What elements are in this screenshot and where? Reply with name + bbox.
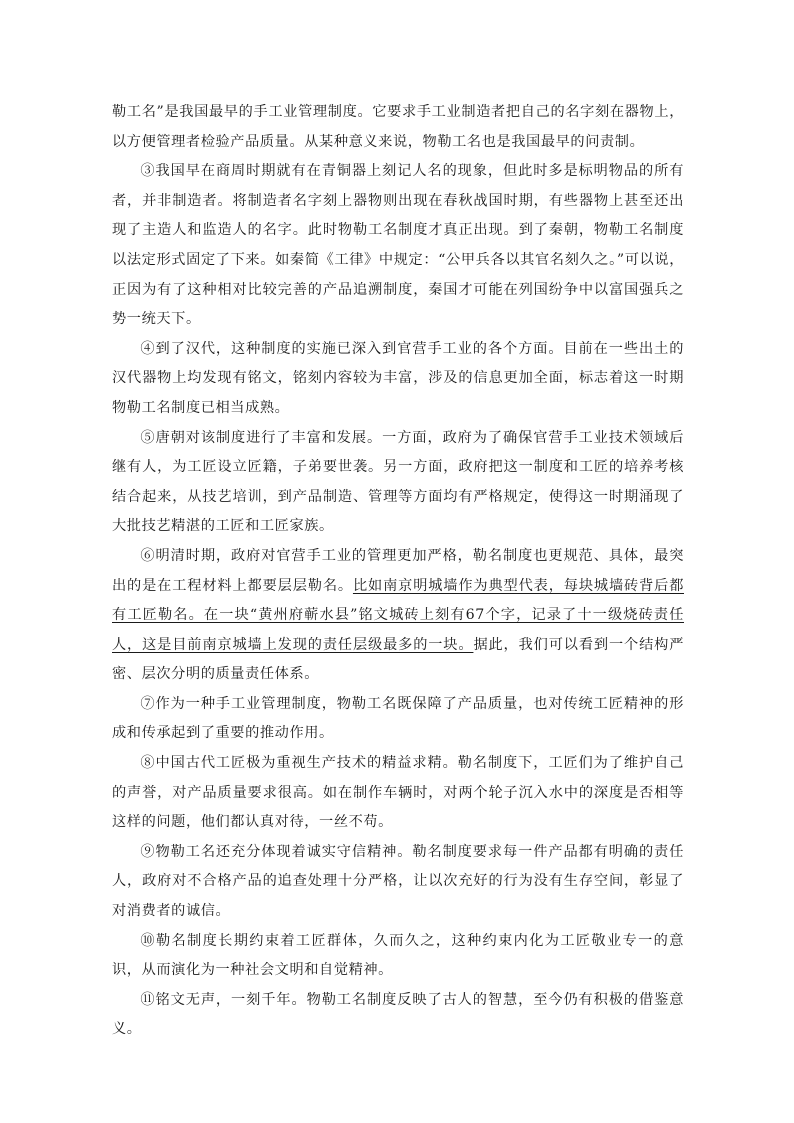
paragraph-6 [112,542,684,690]
paragraph-5: ⑤唐朝对该制度进行了丰富和发展。一方面，政府为了确保官营手工业技术领域后继有人，为工匠设立匠籍，子弟要世袭。另一方面，政府把这一制度和工匠的培养考核结合起来，从技艺培训，到产品制造、管理等方面均有严格规定，使得这一时期涌现了大批技艺精湛的工匠和工匠家族。 [112,429,684,535]
paragraph-4: ④到了汉代，这种制度的实施已深入到官营手工业的各个方面。目前在一些出土的汉代器物上均发现有铭文，铭刻内容较为丰富，涉及的信息更加全面，标志着这一时期物勒工名制度已相当成熟。 [112,340,684,416]
paragraph-continued: 勒工名”是我国最早的手工业管理制度。它要求手工业制造者把自己的名字刻在器物上，以方便管理者检验产品质量。从某种意义来说，物勒工名也是我国最早的问责制。 [112,104,684,150]
paragraph-9: ⑨物勒工名还充分体现着诚实守信精神。勒名制度要求每一件产品都有明确的责任人，政府对不合格产品的追查处理十分严格，让以次充好的行为没有生存空间，彰显了对消费者的诚信。 [112,843,684,920]
paragraph-11: ⑪铭文无声，一刻千年。物勒工名制度反映了古人的智慧，至今仍有积极的借鉴意义。 [112,991,684,1038]
paragraph-10: ⑩勒名制度长期约束着工匠群体，久而久之，这种约束内化为工匠敬业专一的意识，从而演化为一种社会文明和自觉精神。 [112,932,684,979]
paragraph-6-tail: 据此，我们可以看到一个结构严密、层次分明的质量责任体系。 [112,636,684,683]
paragraph-3: ③我国早在商周时期就有在青铜器上刻记人名的现象，但此时多是标明物品的所有者，并非制造者。将制造者名字刻上器物则出现在春秋战国时期，有些器物上甚至还出现了主造人和监造人的名字。此时物勒工名制度才真正出现。到了秦朝，物勒工名制度以法定形式固定了下来。如秦简《工律》中规定：“公甲兵各以其官名刻久之。”可以说，正因为有了这种相对比较完善的产品追溯制度，秦国才可能在列国纷争中以富国强兵之势一统天下。 [112,163,684,328]
paragraph-6-underlined: 比如南京明城墙作为典型代表，每块城墙砖背后都有工匠勒名。在一块“黄州府蕲水县”铭文城砖上刻有67个字，记录了十一级烧砖责任人，这是目前南京城墙上发现的责任层级最多的一块。 [112,577,684,653]
paragraph-8: ⑧中国古代工匠极为重视生产技术的精益求精。勒名制度下，工匠们为了维护自己的声誉，对产品质量要求很高。如在制作车辆时，对两个轮子沉入水中的深度是否相等这样的问题，他们都认真对待，一丝不苟。 [112,755,684,831]
paragraph-7: ⑦作为一种手工业管理制度，物勒工名既保障了产品质量，也对传统工匠精神的形成和传承起到了重要的推动作用。 [112,695,684,742]
document-body [112,98,684,1045]
paragraph-6-lead: ⑥明清时期，政府对官营手工业的管理更加严格，勒名制度也更规范、具体，最突出的是在工程材料上都要层层勒名。 [112,547,684,594]
